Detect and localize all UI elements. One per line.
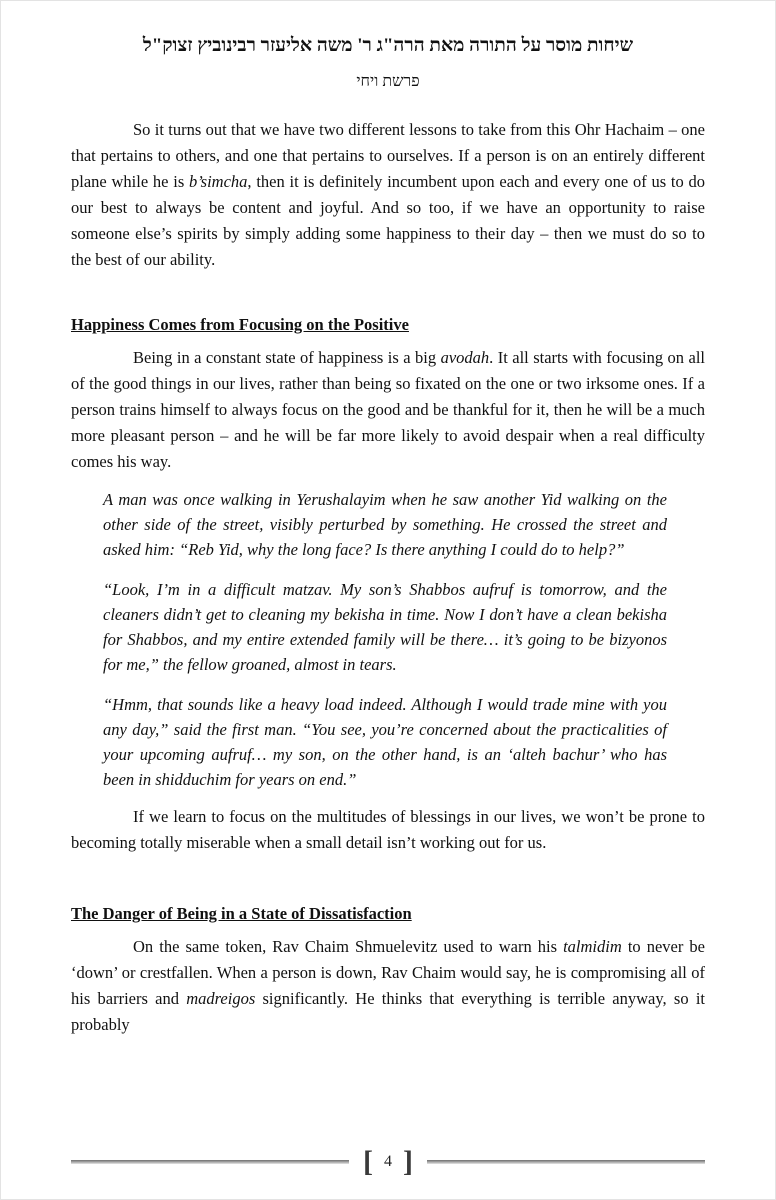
quote-paragraph-bekisha: “Look, I’m in a difficult matzav. My son’s Shabbos aufruf is tomorrow, and the cleaners didn’t get to cleaning my bekisha in time. Now I don’t have a clean bekisha for Shabbos, and my entire extended family will be there… it’s going to be bizyonos for me,” the fellow groaned, almost in tears. <box>103 580 667 674</box>
paragraph-two-lessons: So it turns out that we have two different lessons to take from this Ohr Hachaim – one that pertains to others, and one that pertains to ourselves. If a person is on an entirely different plane while he is b’simcha, then it is definitely incumbent upon each and every one of us to do our best to always be content and joyful. And so too, if we have an opportunity to raise someone else’s spirits by simply adding some happiness to their day – then we must do so to the best of our ability. <box>71 120 706 269</box>
footer-rule-right <box>427 1160 705 1164</box>
page-number-group <box>349 1147 427 1177</box>
paragraph-rav-chaim: On the same token, Rav Chaim Shmuelevitz used to warn his talmidim to never be ‘down’ or crestfallen. When a person is down, Rav Chaim would say, he is compromising all of his barriers and madreigos significantly. He thinks that everything is terrible anyway, so it probably <box>71 937 705 1034</box>
paragraph-blessings: If we learn to focus on the multitudes of blessings in our lives, we won’t be prone to becoming totally miserable when a small detail isn’t working out for us. <box>71 807 705 852</box>
paragraph-avodah: Being in a constant state of happiness is a big avodah. It all starts with focusing on all of the good things in our lives, rather than being so fixated on the one or two irksome ones. If a person trains himself to always focus on the good and be thankful for it, then he will be a much more pleasant person – and he will be far more likely to avoid despair when a real difficulty comes his way. <box>71 348 705 471</box>
page-number-bracket-left: [ <box>363 1145 373 1178</box>
section-heading-happiness: Happiness Comes from Focusing on the Positive <box>71 315 409 334</box>
document-title-hebrew: שיחות מוסר על התורה מאת הרה"ג ר' משה אליעזר רבינוביץ זצוק"ל <box>142 35 634 56</box>
story-quote-block <box>103 487 667 792</box>
footer-rule-left <box>71 1160 349 1164</box>
document-content <box>1 1 775 1108</box>
page-footer <box>71 1147 705 1177</box>
quote-paragraph-man-walking: A man was once walking in Yerushalayim when he saw another Yid walking on the other side of the street, visibly perturbed by something. He crossed the street and asked him: “Reb Yid, why the long face? Is there anything I could do to help?” <box>103 490 667 559</box>
page-number: 4 <box>384 1153 392 1170</box>
page-number-bracket-right: ] <box>403 1145 413 1178</box>
quote-paragraph-alteh-bachur: “Hmm, that sounds like a heavy load indeed. Although I would trade mine with you any day,” said the first man. “You see, you’re concerned about the practicalities of your upcoming aufruf… my son, on the other hand, is an ‘alteh bachur’ who has been in shidduchim for years on end.” <box>103 695 667 789</box>
section-heading-danger: The Danger of Being in a State of Dissatisfaction <box>71 904 412 923</box>
parsha-subtitle-hebrew: פרשת ויחי <box>356 73 420 90</box>
